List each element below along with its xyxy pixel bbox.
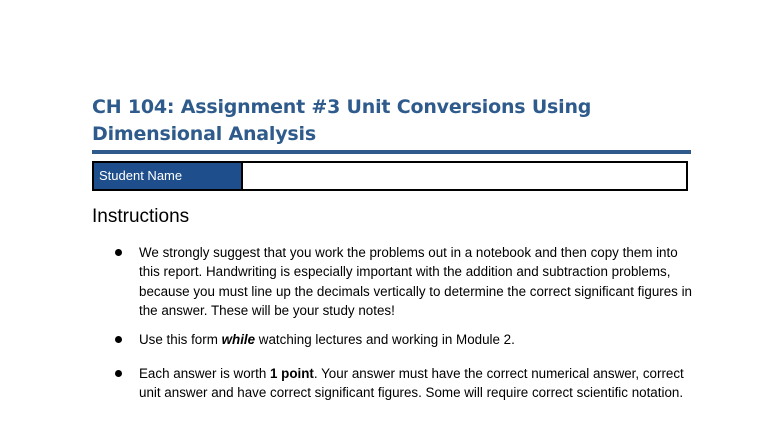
bullet-text-emphasis: while xyxy=(221,332,256,347)
title-line-1: CH 104: Assignment #3 Unit Conversions Using xyxy=(92,96,592,118)
bullet-icon xyxy=(115,370,122,377)
bullet-text: We strongly suggest that you work the problems out in a notebook and then copy them into this report. Handwriting is especially important with the addition and subtraction problems, because you must line up the decimals vertically to determine the correct significant figures in the answer. These will be your study notes! xyxy=(139,245,693,318)
bullet-text-strong: 1 point xyxy=(269,366,314,381)
title-divider xyxy=(92,150,691,154)
list-item xyxy=(139,364,699,403)
list-item xyxy=(139,330,699,349)
student-name-label: Student Name xyxy=(94,163,243,189)
student-name-field[interactable] xyxy=(243,163,686,189)
instructions-heading: Instructions xyxy=(92,206,190,227)
bullet-text-after: watching lectures and working in Module 2. xyxy=(255,332,515,347)
document-title xyxy=(92,94,692,148)
list-item xyxy=(139,243,699,320)
student-name-table xyxy=(92,161,688,191)
bullet-icon xyxy=(115,336,122,343)
bullet-text-before: Each answer is worth xyxy=(139,366,270,381)
bullet-icon xyxy=(115,249,122,256)
bullet-text-before: Use this form xyxy=(139,332,222,347)
title-line-2: Dimensional Analysis xyxy=(92,123,316,145)
bullet-text-after: . Your answer must have the correct numerical answer, correct unit answer and have correct significant figures. Some will require correct scientific notation. xyxy=(139,366,684,401)
